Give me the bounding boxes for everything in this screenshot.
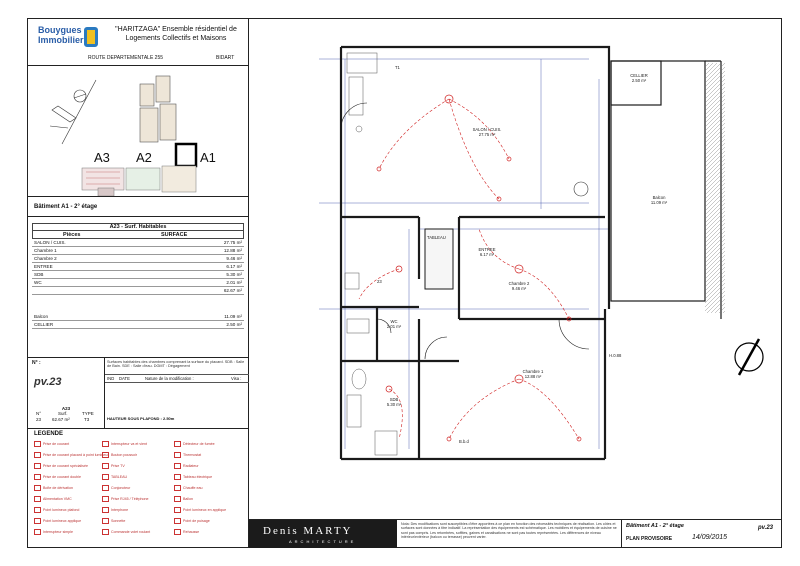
plan-status: PLAN PROVISOIRE xyxy=(626,536,673,542)
legend-item-label: Détecteur de fumée xyxy=(183,441,215,446)
legend-symbol-icon xyxy=(174,441,181,447)
legend-symbol-icon xyxy=(34,463,41,469)
legend-symbol-icon xyxy=(102,518,109,524)
revision-block xyxy=(28,357,248,429)
legend-item xyxy=(34,463,88,469)
legend-item-label: TABLEAU xyxy=(111,474,128,479)
ref-val-no: 23 xyxy=(36,417,42,422)
legend-symbol-icon xyxy=(34,452,41,458)
ref-col-type: TYPE xyxy=(82,411,94,416)
abbreviation-note: Surfaces habitables des chambres comprenant la surface du placard. SDB : Salle de Bain. SDE : Salle d'eau. DGMT : Dégagement xyxy=(107,360,245,369)
left-panel xyxy=(28,19,249,547)
dimension-lines xyxy=(319,59,609,449)
plan-tag: T1 xyxy=(395,65,400,70)
header-block xyxy=(28,19,248,66)
room-label-wc: WC 2.01 m² xyxy=(386,319,402,329)
ref-col-surf: Surf. xyxy=(58,411,68,416)
legend-item-label: Chauffe eau xyxy=(183,485,203,490)
room-surface: 5.30 m² xyxy=(226,272,242,277)
modification-table xyxy=(104,358,249,428)
table-row xyxy=(32,279,244,287)
legend-symbol-icon xyxy=(34,485,41,491)
key-plan xyxy=(28,66,248,197)
architect-name: Denis MARTY xyxy=(263,525,353,537)
legend-item xyxy=(174,474,212,480)
brand-line1: Bouygues xyxy=(38,25,82,35)
legend-item xyxy=(174,463,199,469)
legend-item xyxy=(102,441,147,447)
plan-version: pv.23 xyxy=(34,376,62,388)
legend-symbol-icon xyxy=(34,474,41,480)
legend-item-label: Prise TV xyxy=(111,463,125,468)
legend-item-label: Point lumineux applique xyxy=(43,518,82,523)
floor-plan xyxy=(249,19,781,519)
ref-val-surf: 62.67 m² xyxy=(52,417,70,422)
legend-symbol-icon xyxy=(34,507,41,513)
legend-symbol-icon xyxy=(174,452,181,458)
plan-tag: TABLEAU xyxy=(427,235,446,240)
legend-symbol-icon xyxy=(174,463,181,469)
table-row xyxy=(32,321,244,329)
legend-symbol-icon xyxy=(174,529,181,535)
legend-item-label: Prise de courant double xyxy=(43,474,81,479)
table-row xyxy=(32,239,244,247)
ref-val-type: T3 xyxy=(84,417,90,422)
annex-surface: 11.09 m² xyxy=(224,314,242,319)
sheet-title: Bâtiment A1 - 2° étage xyxy=(626,523,684,529)
legend-item-label: Interrupteur va et vient xyxy=(111,441,147,446)
legend-item xyxy=(174,485,203,491)
room-surface: 2.01 m² xyxy=(226,280,242,285)
balcony-edge-hatch xyxy=(705,63,725,313)
room-label-cellier: CELLIER 2.50 m² xyxy=(630,73,648,83)
legend-symbol-icon xyxy=(102,507,109,513)
town-name: BIDART xyxy=(216,55,235,61)
legend-symbol-icon xyxy=(34,441,41,447)
legend-item-label: Rehausse xyxy=(183,529,200,534)
col-ind: IND xyxy=(107,376,115,381)
legend-symbol-icon xyxy=(102,496,109,502)
legend-item xyxy=(102,463,125,469)
legend-symbol-icon xyxy=(102,463,109,469)
legend-item xyxy=(34,441,69,447)
legend-item-label: Prise de courant placard à point lumineux xyxy=(43,452,110,457)
legend-item xyxy=(102,518,125,524)
room-name: ENTREE xyxy=(34,264,53,269)
legend-item-label: Interrupteur simple xyxy=(43,529,73,534)
keyplan-label-a1: A1 xyxy=(200,150,216,165)
legend-item xyxy=(102,507,128,513)
legend-item-label: Sonnette xyxy=(111,518,126,523)
sheet-number: pv.23 xyxy=(758,525,774,531)
legend-item-label: Point de puisage xyxy=(183,518,210,523)
legend-item xyxy=(34,518,81,524)
architect-logo xyxy=(249,520,397,548)
legend-item-label: Thermostat xyxy=(183,452,202,457)
legend-item xyxy=(34,507,79,513)
architect-sub: ARCHITECTURE xyxy=(289,539,357,544)
keyplan-label-a3: A3 xyxy=(94,150,110,165)
room-label-chambre1: Chambre 1 12.88 m² xyxy=(522,369,544,379)
north-arrow-icon xyxy=(735,339,763,375)
electrical-symbols xyxy=(377,95,581,441)
room-name: SDB xyxy=(34,272,44,277)
legend-item xyxy=(174,529,199,535)
project-title xyxy=(106,25,246,43)
surface-rows xyxy=(32,239,244,329)
total-row xyxy=(32,287,244,295)
legend-symbol-icon xyxy=(174,518,181,524)
room-name: Chambre 1 xyxy=(34,248,57,253)
legend-symbol-icon xyxy=(174,485,181,491)
annex-surface: 2.50 m² xyxy=(226,322,242,327)
legend-item xyxy=(34,452,109,458)
legend-item-label: Alimentation VMC xyxy=(43,496,72,501)
legend-symbol-icon xyxy=(102,485,109,491)
revision-no-label: N° : xyxy=(32,360,41,366)
legend-item xyxy=(174,452,201,458)
plan-sheet xyxy=(27,18,782,548)
col-date: DATE xyxy=(119,376,130,381)
apartment-id: A23 xyxy=(61,406,71,411)
section-marker-icon xyxy=(574,182,588,196)
room-surface: 12.88 m² xyxy=(223,248,242,253)
room-surface: 27.75 m² xyxy=(223,240,242,245)
bouygues-logo xyxy=(38,25,98,59)
plan-tag: H.0.88 xyxy=(609,353,622,358)
surface-table-title: A23 - Surf. Habitables xyxy=(32,223,244,231)
legend-symbol-icon xyxy=(34,518,41,524)
legend-item-label: Conjoncteur xyxy=(111,485,131,490)
balcony xyxy=(611,61,721,319)
legend-item xyxy=(174,496,193,502)
room-label-chambre2: Chambre 2 9.46 m² xyxy=(508,281,530,291)
legend-item xyxy=(102,452,137,458)
legend-item-label: Point lumineux en applique xyxy=(183,507,227,512)
project-line2: Logements Collectifs et Maisons xyxy=(125,35,227,42)
legend-symbol-icon xyxy=(102,529,109,535)
legend-item xyxy=(34,496,72,502)
selected-building-marker xyxy=(176,144,196,166)
legend-symbol-icon xyxy=(174,496,181,502)
plan-tag: 23 xyxy=(377,279,382,284)
legend-symbol-icon xyxy=(174,474,181,480)
room-name: WC xyxy=(34,280,42,285)
legend-symbol-icon xyxy=(174,507,181,513)
plan-tag: B.b.d xyxy=(459,439,469,444)
room-label-salon: SALON / CUIS. 27.75 m² xyxy=(472,127,502,137)
keyplan-label-a2: A2 xyxy=(136,150,152,165)
legend xyxy=(28,429,248,547)
legend-item xyxy=(102,529,150,535)
legend-item xyxy=(174,441,215,447)
legend-item-label: Interphone xyxy=(111,507,129,512)
table-row xyxy=(32,271,244,279)
legend-symbol-icon xyxy=(34,529,41,535)
road-name: ROUTE DEPARTEMENTALE 255 xyxy=(88,55,164,61)
legend-item-label: Radiateur xyxy=(183,463,199,468)
legend-item xyxy=(174,507,226,513)
legend-item-label: Point lumineux plafond xyxy=(43,507,80,512)
legend-symbol-icon xyxy=(102,441,109,447)
legend-item-label: Prise de courant spécialisée xyxy=(43,463,88,468)
surface-table-header xyxy=(32,231,244,239)
legend-item-label: Ballon xyxy=(183,496,193,501)
legend-title: LEGENDE xyxy=(34,431,64,437)
table-row xyxy=(32,313,244,321)
legend-item xyxy=(102,474,127,480)
brand-line2: Immobilier xyxy=(38,35,84,45)
room-label-sdb: SDB 5.30 m² xyxy=(386,397,402,407)
room-name: SALON / CUIS. xyxy=(34,240,66,245)
project-line1: "HARITZAGA" Ensemble résidentiel de xyxy=(115,26,237,33)
legend-item-label: Commande volet roulant xyxy=(111,529,151,534)
legend-item-label: Prise RJ45 / Téléphone xyxy=(111,496,149,501)
col-nature: Nature de la modification : xyxy=(145,376,194,381)
title-block xyxy=(249,519,781,548)
building-title: Bâtiment A1 - 2° étage xyxy=(28,197,248,217)
ceiling-height: HAUTEUR SOUS PLAFOND : 2.50m xyxy=(107,416,175,421)
legal-notes: Nota: Des modifications sont susceptibles d'être apportées à ce plan en fonction des nécessités techniques de réalisation. Les côtes et surfaces sont données à titre indicatif. La représentation des équipements est schématique. Les mobiliers et équipements de cuisine ne sont pas compris. Les retombées, soffites, gaines et canalisations ne sont pas toutes représentées. Les différences de niveau intérieur/extérieur (balcon ou terrasse) peuvent varier. xyxy=(401,522,617,539)
plan-date: 14/09/2015 xyxy=(692,534,728,541)
floor-plan-drawing xyxy=(249,19,781,519)
legend-item xyxy=(34,474,81,480)
legend-item-label: Prise de courant xyxy=(43,441,70,446)
legend-item xyxy=(174,518,210,524)
legend-item-label: Tableau électrique xyxy=(183,474,213,479)
brand-mark-icon xyxy=(84,27,98,47)
modification-header xyxy=(105,374,249,383)
room-label-balcon: Balcon 11.09 m² xyxy=(650,195,668,205)
apartment-ref xyxy=(28,406,104,426)
sheet-info xyxy=(621,520,782,548)
table-row xyxy=(32,263,244,271)
col-visa: Visa : xyxy=(231,376,242,381)
legend-item-label: Boîte de dérivation xyxy=(43,485,73,490)
key-plan-drawing xyxy=(28,66,248,196)
annex-name: Balcon xyxy=(34,314,49,319)
legend-item xyxy=(34,485,73,491)
legend-item xyxy=(102,496,149,502)
ref-col-no: N° xyxy=(36,411,42,416)
room-name: Chambre 2 xyxy=(34,256,57,261)
legend-symbol-icon xyxy=(102,474,109,480)
col-rooms: Pièces xyxy=(63,232,81,238)
total-surface: 62.67 m² xyxy=(223,288,242,293)
room-surface: 9.46 m² xyxy=(226,256,242,261)
table-row xyxy=(32,247,244,255)
legend-item xyxy=(34,529,73,535)
room-label-entree: ENTREE 6.17 m² xyxy=(478,247,496,257)
col-surface: SURFACE xyxy=(161,232,188,238)
legend-symbol-icon xyxy=(102,452,109,458)
legend-item-label: Bouton poussoir xyxy=(111,452,137,457)
table-row xyxy=(32,255,244,263)
room-surface: 6.17 m² xyxy=(226,264,242,269)
legend-item xyxy=(102,485,130,491)
legend-symbol-icon xyxy=(34,496,41,502)
annex-name: CELLIER xyxy=(34,322,54,327)
